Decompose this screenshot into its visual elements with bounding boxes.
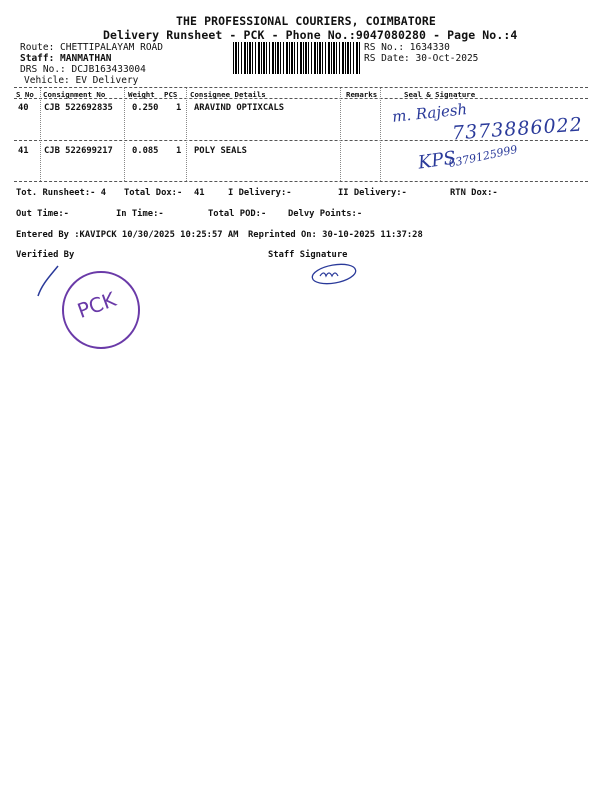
row-weight: 0.085 [132,146,159,156]
handwritten-phone: 6379125999 [447,142,519,171]
barcode [233,42,361,74]
row-sno: 40 [18,103,29,113]
total-dox-value: 41 [194,188,205,198]
stamp-text: PCK [74,287,120,323]
row-consignment: CJB 522692835 [44,103,113,113]
row-rule-2 [14,181,588,182]
row-consignee: POLY SEALS [194,146,247,156]
vehicle-text: Vehicle: EV Delivery [24,75,139,86]
verified-by: Verified By [16,250,75,260]
total-dox-label: Total Dox:- [124,188,183,198]
col-divider [40,88,41,181]
out-time: Out Time:- [16,209,69,219]
rs-no-text: RS No.: 1634330 [364,42,450,53]
rtn-dox: RTN Dox:- [450,188,498,198]
handwritten-phone: 7373886022 [451,113,584,145]
drs-text: DRS No.: DCJB163433004 [20,64,146,75]
row-consignment: CJB 522699217 [44,146,113,156]
total-pod: Total POD:- [208,209,267,219]
col-divider [380,88,381,181]
row-sno: 41 [18,146,29,156]
staff-signature-label: Staff Signature [268,250,348,260]
table-top-rule [14,87,588,88]
in-time: In Time:- [116,209,164,219]
col-header-consignment: Consignment No [43,90,106,99]
col-header-remarks: Remarks [346,90,378,99]
col-header-pcs: PCS [164,90,178,99]
col-header-sno: S No [16,90,34,99]
handwritten-signature: KPS [416,147,458,174]
ii-delivery: II Delivery:- [338,188,407,198]
rs-date-text: RS Date: 30-Oct-2025 [364,53,479,64]
row-pcs: 1 [176,103,182,113]
col-header-consignee: Consignee Details [190,90,266,99]
col-divider [186,88,187,181]
runsheet-title: Delivery Runsheet - PCK - Phone No.:9047080280 - Page No.:4 [103,28,518,42]
staff-text: Staff: MANMATHAN [20,53,112,64]
company-title: THE PROFESSIONAL COURIERS, COIMBATORE [176,14,436,28]
i-delivery: I Delivery:- [228,188,292,198]
row-consignee: ARAVIND OPTIXCALS [194,103,285,113]
staff-signature-scribble [308,260,360,288]
tot-runsheet: Tot. Runsheet:- 4 [16,188,107,198]
row-weight: 0.250 [132,103,159,113]
col-header-seal-signature: Seal & Signature [404,90,476,99]
delvy-points: Delvy Points:- [288,209,363,219]
col-divider [340,88,341,181]
handwritten-signature: m. Rajesh [391,100,468,126]
pck-stamp [62,271,140,349]
entered-by: Entered By :KAVIPCK 10/30/2025 10:25:57 AM [16,230,239,240]
reprinted-on: Reprinted On: 30-10-2025 11:37:28 [248,230,423,240]
route-text: Route: CHETTIPALAYAM ROAD [20,42,163,53]
row-pcs: 1 [176,146,182,156]
col-header-weight: Weight [128,90,155,99]
col-divider [124,88,125,181]
